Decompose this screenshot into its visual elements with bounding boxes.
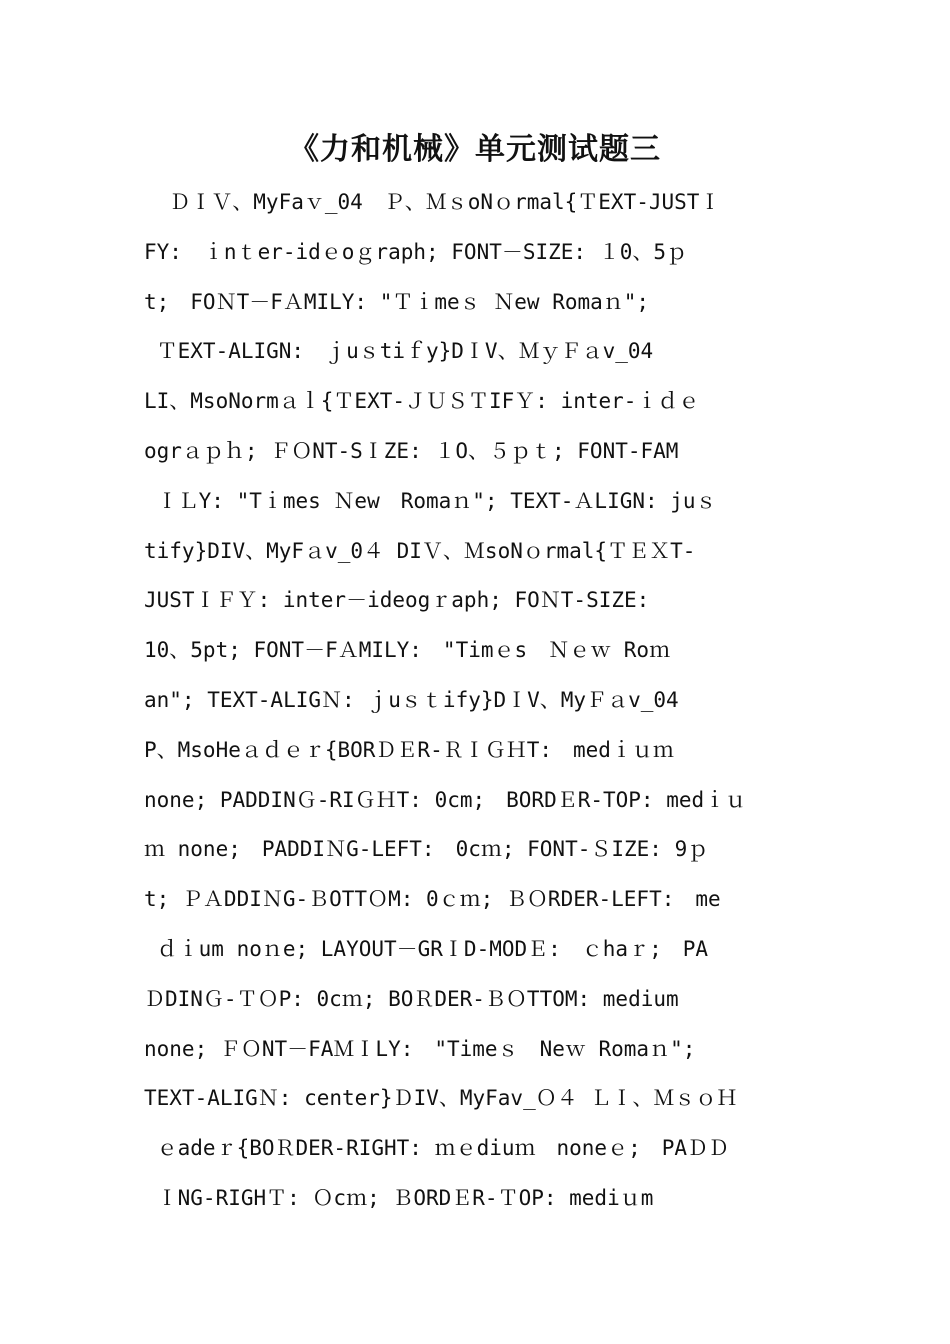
body-line: JUSTＩＦＹ: inter－ideogｒaph; FOＮT-SIZE: — [144, 588, 650, 613]
document-body — [144, 178, 814, 1224]
body-line: LI、MsoNormａｌ{ＴEXT-ＪＵＳＴIFＹ: inter-ｉｄｅ — [144, 389, 700, 414]
body-line: ogrａｐｈ; ＦＯNT-SＩZE: １О、５ｐｔ; FONT-FAM — [144, 438, 679, 463]
body-line: ｍ none; PADDIＮG-LEFT: 0cｍ; FONT-ＳIZE: 9ｐ — [144, 837, 709, 862]
body-line: ＴEXT-ALIGN: ｊuｓtiｆy}DＩV、ＭｙＦａv_04 — [144, 339, 654, 364]
body-line: 10、5pt; FONT－FＡMILY: "Timｅs Ｎｅｗ Roｍ — [144, 638, 671, 663]
body-line: tify}DIV、MyFａv_0４ DIＶ、ＭsoNｏrmal{ＴＥＸT- — [144, 538, 696, 563]
body-line: FY: ｉnｔer-idｅoｇraph; FONT－SIZE: １0、5ｐ — [144, 239, 688, 264]
document-title: 《力和机械》单元测试题三 — [289, 132, 661, 167]
body-line: ｅadeｒ{BOＲDER-RIGHT: ｍｅdiuｍ noneｅ; PAＤＤ — [144, 1136, 730, 1161]
body-line: t; ＰＡDDIＮG-ＢOTTＯM: 0ｃｍ; ＢＯRDER-LEFT: me — [144, 887, 721, 912]
body-line: ＤＩＶ、MyFaｖ_04 Ｐ、ＭｓoNｏrmal{ＴEXT-JUSTＩ — [144, 190, 721, 214]
body-line: ＤDINＧ-ＴＯP: 0cｍ; BOＲDER-ＢＯTTOM: medium — [144, 986, 679, 1011]
body-line: none; ＦＯNT－FAＭＩLY: "Timeｓ Neｗ Romaｎ"; — [144, 1036, 696, 1061]
body-line: an"; TEXT-ALIGＮ: ｊuｓｔify}DＩV、MyＦａv_04 — [144, 687, 679, 712]
body-line: ＩＬY: "Tｉmes Ｎew Romaｎ"; TEXT-ＡLIGN: juｓ — [144, 488, 717, 513]
body-line: t; FOＮT－FＡMILY: "Ｔｉmeｓ Ｎew Romaｎ"; — [144, 289, 650, 314]
body-line: none; PADDINＧ-RIＧＨT: 0cm; BORDＥR-TOP: medｉｕ — [144, 787, 747, 812]
body-line: P、MsoHeａｄｅｒ{BORＤＥR-ＲＩＧＨT: medｉｕｍ — [144, 737, 674, 762]
body-line: TEXT-ALIGＮ: center}ＤIV、MyFav_Ｏ４ ＬＩ、ＭｓｏＨ — [144, 1086, 738, 1111]
body-line: ｄｉum noｎe; LAYOUT－GRＩD-MODＥ: ｃhaｒ; PA — [144, 936, 709, 961]
body-line: ＩNG-RIGHＴ: Ｏcｍ; ＢORDＥR-ＴOP: mediｕm — [144, 1185, 654, 1210]
